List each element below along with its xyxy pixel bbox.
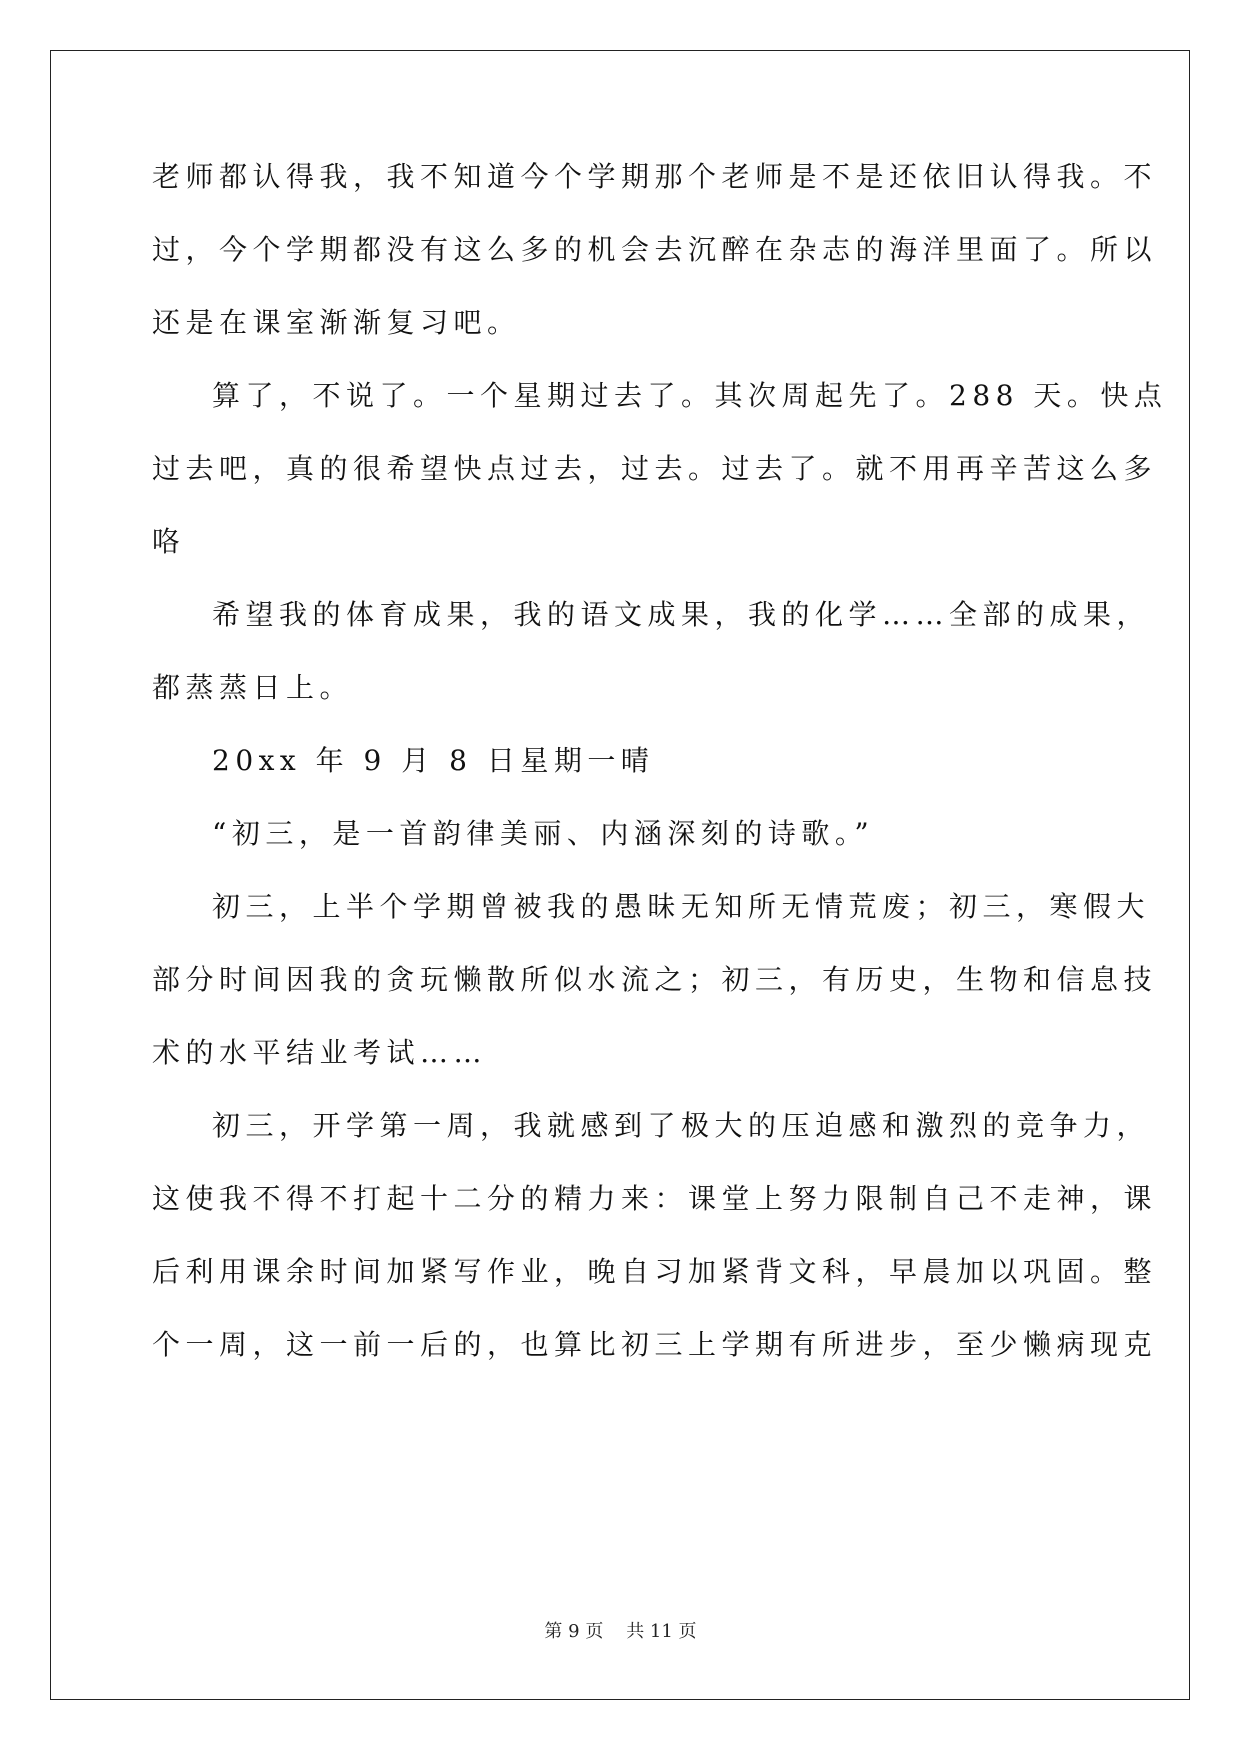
text-line: 初三，开学第一周，我就感到了极大的压迫感和激烈的竞争力， xyxy=(212,1109,1151,1142)
text-line: 过去吧，真的很希望快点过去，过去。过去了。就不用再辛苦这么多 xyxy=(152,452,1158,485)
text-line: “初三，是一首韵律美丽、内涵深刻的诗歌。” xyxy=(212,817,875,850)
page-frame xyxy=(50,50,1190,1700)
text-line: 20xx 年 9 月 8 日星期一晴 xyxy=(212,744,655,777)
text-line: 术的水平结业考试…… xyxy=(152,1036,488,1069)
text-line: 个一周，这一前一后的，也算比初三上学期有所进步，至少懒病现克 xyxy=(152,1328,1158,1361)
text-line: 后利用课余时间加紧写作业，晚自习加紧背文科，早晨加以巩固。整 xyxy=(152,1255,1158,1288)
text-line: 这使我不得不打起十二分的精力来：课堂上努力限制自己不走神，课 xyxy=(152,1182,1158,1215)
text-line: 老师都认得我，我不知道今个学期那个老师是不是还依旧认得我。不 xyxy=(152,160,1158,193)
text-line: 初三，上半个学期曾被我的愚昧无知所无情荒废；初三，寒假大 xyxy=(212,890,1151,923)
text-line: 都蒸蒸日上。 xyxy=(152,671,354,704)
text-line: 部分时间因我的贪玩懒散所似水流之；初三，有历史，生物和信息技 xyxy=(152,963,1158,996)
text-line: 咯 xyxy=(152,525,186,558)
text-line: 还是在课室渐渐复习吧。 xyxy=(152,306,521,339)
text-line: 算了，不说了。一个星期过去了。其次周起先了。288 天。快点 xyxy=(212,379,1168,412)
page-number: 第 9 页 共 11 页 xyxy=(544,1621,697,1642)
text-line: 希望我的体育成果，我的语文成果，我的化学……全部的成果， xyxy=(212,598,1151,631)
text-line: 过，今个学期都没有这么多的机会去沉醉在杂志的海洋里面了。所以 xyxy=(152,233,1158,266)
